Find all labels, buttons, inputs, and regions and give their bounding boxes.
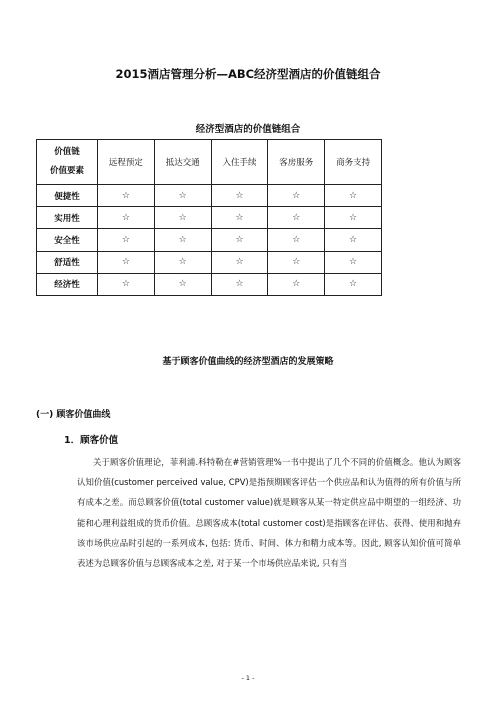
star-cell: ☆ (211, 185, 268, 207)
star-cell: ☆ (154, 207, 211, 229)
column-header: 商务支持 (325, 140, 382, 185)
column-header: 远程预定 (98, 140, 155, 185)
row-header: 经济性 (37, 273, 98, 295)
star-cell: ☆ (268, 229, 325, 251)
document-title: 2015酒店管理分析—ABC经济型酒店的价值链组合 (115, 67, 381, 81)
page-number: - 1 - (241, 674, 255, 682)
table-corner-cell (37, 140, 98, 185)
star-cell: ☆ (325, 185, 382, 207)
star-cell: ☆ (325, 207, 382, 229)
star-cell: ☆ (325, 273, 382, 295)
table-row (37, 251, 382, 273)
star-cell: ☆ (154, 273, 211, 295)
star-cell: ☆ (268, 207, 325, 229)
row-header: 安全性 (37, 229, 98, 251)
corner-bottom-label: 价值要素 (49, 166, 84, 176)
star-cell: ☆ (325, 251, 382, 273)
value-chain-table (36, 139, 382, 296)
table-row (37, 207, 382, 229)
row-header: 便捷性 (37, 185, 98, 207)
section-heading: 基于顾客价值曲线的经济型酒店的发展策略 (162, 357, 334, 367)
star-cell: ☆ (154, 185, 211, 207)
star-cell: ☆ (154, 251, 211, 273)
subsubsection-heading: 1．顾客价值 (64, 435, 119, 446)
star-cell: ☆ (211, 251, 268, 273)
star-cell: ☆ (98, 273, 155, 295)
body-paragraph: 关于顾客价值理论，菲利浦.科特勒在#营销管理%一书中提出了几个不同的价值概念。他认为顾客认知价值(customer perceived value, CPV)是指预期顾客评估一个供应品和认为值得的所有价值与所有成本之差。而总顾客价值(total customer value)就是顾客从某一特定供应品中期望的一组经济、功能和心理利益组成的货币价值。总顾客成本(total customer cost)是指顾客在评估、获得、使用和抛弃该市场供应品时引起的一系列成本, 包括: 货币、时间、体力和精力成本等。因此, 顾客认知价值可简单表述为总顾客价值与总顾客成本之差, 对于某一个市场供应品来说, 只有当 (77, 457, 461, 569)
star-cell: ☆ (211, 207, 268, 229)
corner-top-label: 价值链 (54, 147, 80, 157)
star-cell: ☆ (268, 185, 325, 207)
table-row (37, 229, 382, 251)
star-cell: ☆ (98, 207, 155, 229)
table-caption: 经济型酒店的价值链组合 (195, 124, 301, 135)
star-cell: ☆ (211, 273, 268, 295)
star-cell: ☆ (154, 229, 211, 251)
star-cell: ☆ (98, 251, 155, 273)
row-header: 实用性 (37, 207, 98, 229)
star-cell: ☆ (98, 185, 155, 207)
star-cell: ☆ (268, 273, 325, 295)
column-header: 入住手续 (211, 140, 268, 185)
column-header: 客房服务 (268, 140, 325, 185)
star-cell: ☆ (268, 251, 325, 273)
subsection-heading: (一) 顾客价值曲线 (36, 410, 111, 420)
table-header-row (37, 140, 382, 185)
row-header: 舒适性 (37, 251, 98, 273)
star-cell: ☆ (325, 229, 382, 251)
table-row (37, 273, 382, 295)
star-cell: ☆ (211, 229, 268, 251)
column-header: 抵达交通 (154, 140, 211, 185)
star-cell: ☆ (98, 229, 155, 251)
table-row (37, 185, 382, 207)
